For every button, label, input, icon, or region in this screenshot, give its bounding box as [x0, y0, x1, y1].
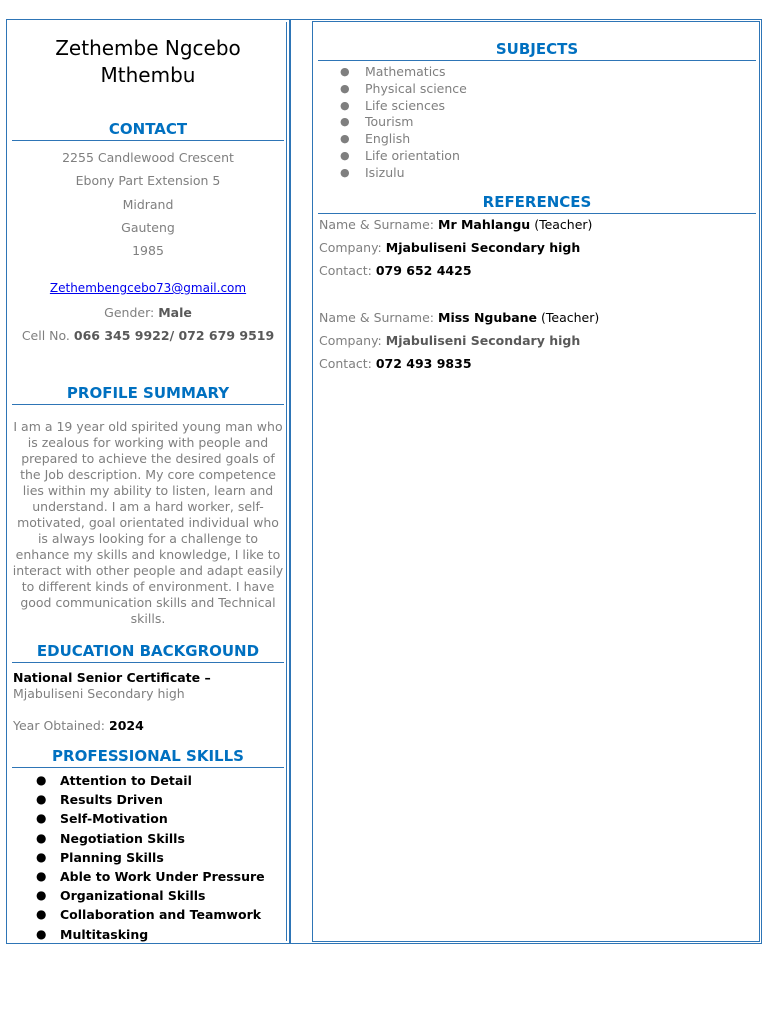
address-line: 2255 Candlewood Crescent: [62, 150, 234, 165]
bullet-icon: ●: [36, 811, 47, 826]
bullet-icon: ●: [36, 926, 47, 941]
bullet-icon: ●: [340, 81, 350, 95]
education-entry: [13, 670, 285, 734]
profile-summary-text: I am a 19 year old spirited young man who is zealous for working with people and prepared to achieve the desired goals of the Job description. My core competence lies within my ability to listen, learn and understand. I am a hard worker, self-motivated, goal orientated individual who is always looking for a challenge to enhance my skills and knowledge, I like to interact with other people and adapt easily to different kinds of environment. I have good communication skills and Technical skills.: [12, 419, 284, 626]
gender-line: Gender: Male: [104, 305, 192, 320]
contact-heading: CONTACT: [12, 119, 284, 141]
list-item: ● Able to Work Under Pressure: [14, 867, 265, 886]
reference-2-name: Name & Surname: Miss Ngubane (Teacher): [319, 310, 600, 325]
qualification-line: National Senior Certificate – Mjabuliseni Secondary high: [13, 670, 211, 701]
reference-1-company: Company: Mjabuliseni Secondary high: [319, 240, 581, 255]
list-item: ● Life orientation: [340, 147, 460, 163]
skills-list: [14, 771, 265, 944]
list-item: ● Multitasking: [14, 925, 265, 944]
bullet-icon: ●: [340, 98, 350, 112]
list-item: ● Collaboration and Teamwork: [14, 905, 265, 924]
address-block: [12, 146, 284, 262]
subjects-list: [340, 64, 467, 182]
bullet-icon: ●: [340, 165, 350, 179]
address-line: Gauteng: [121, 219, 175, 235]
bullet-icon: ●: [340, 115, 350, 129]
list-item: ● Negotiation Skills: [14, 829, 265, 848]
skills-heading: PROFESSIONAL SKILLS: [12, 746, 284, 768]
bullet-icon: ●: [36, 888, 47, 903]
list-item: ● Life sciences: [340, 97, 446, 113]
list-item: ● Physical science: [340, 80, 467, 96]
list-item: ● Mathematics: [340, 64, 446, 79]
subjects-heading: SUBJECTS: [318, 39, 756, 61]
email-link[interactable]: Zethembengcebo73@gmail.com: [49, 281, 247, 295]
address-line: 1985: [132, 243, 164, 259]
bullet-icon: ●: [36, 907, 47, 922]
bullet-icon: ●: [36, 773, 47, 787]
education-heading: EDUCATION BACKGROUND: [12, 641, 284, 663]
bullet-icon: ●: [36, 830, 47, 845]
address-line: Midrand: [122, 196, 174, 212]
bullet-icon: ●: [36, 868, 47, 883]
list-item: ● Self-Motivation: [14, 809, 265, 828]
bullet-icon: ●: [340, 65, 350, 78]
reference-2-company: Company: Mjabuliseni Secondary high: [319, 333, 581, 348]
bullet-icon: ●: [340, 132, 350, 146]
list-item: ● Planning Skills: [14, 848, 265, 867]
list-item: ● Attention to Detail: [14, 771, 265, 790]
list-item: ● Results Driven: [14, 790, 265, 809]
list-item: ● Organizational Skills: [14, 886, 265, 905]
bullet-icon: ●: [340, 148, 350, 162]
list-item: ● English: [340, 131, 411, 147]
bullet-icon: ●: [36, 849, 47, 864]
bullet-icon: ●: [36, 792, 47, 807]
references-heading: REFERENCES: [318, 192, 756, 214]
address-line: Ebony Part Extension 5: [75, 173, 221, 189]
cell-line: Cell No. 066 345 9922/ 072 679 9519: [21, 328, 275, 343]
year-obtained-line: Year Obtained: 2024: [13, 718, 144, 733]
reference-1-name: Name & Surname: Mr Mahlangu (Teacher): [319, 217, 593, 232]
list-item: ● Isizulu: [340, 164, 405, 180]
reference-2-contact: Contact: 072 493 9835: [319, 356, 472, 371]
profile-heading: PROFILE SUMMARY: [12, 383, 284, 405]
list-item: ● Tourism: [340, 114, 414, 130]
candidate-name: Zethembe Ngcebo Mthembu: [55, 36, 241, 87]
reference-1-contact: Contact: 079 652 4425: [319, 263, 472, 278]
